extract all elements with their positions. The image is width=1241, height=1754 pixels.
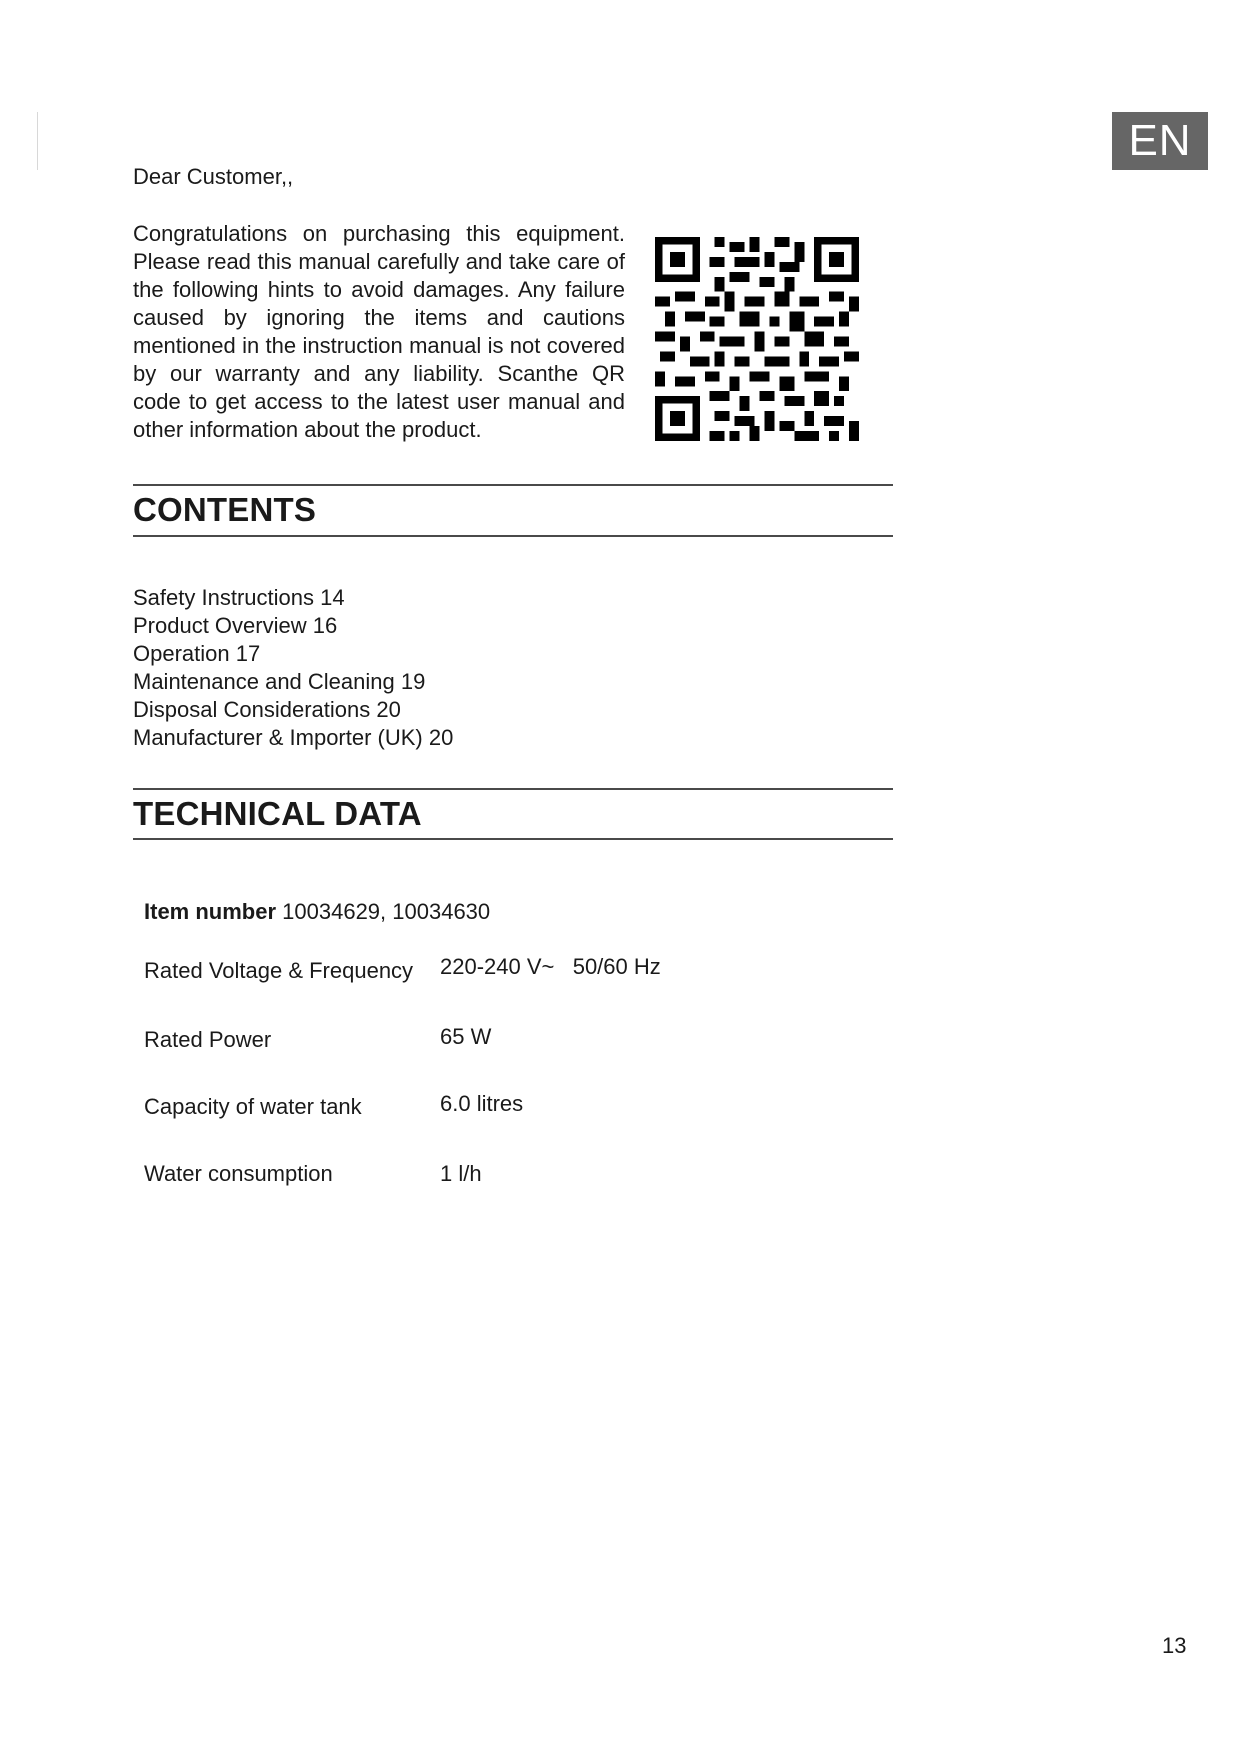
spec-value-power: 65 W <box>440 1024 492 1049</box>
contents-item[interactable]: Maintenance and Cleaning 19 <box>133 669 426 694</box>
qr-code-icon[interactable] <box>655 237 859 441</box>
language-badge: EN <box>1112 112 1208 170</box>
contents-item[interactable]: Safety Instructions 14 <box>133 585 345 610</box>
item-number-label: Item number <box>144 899 277 924</box>
spec-label-power: Rated Power <box>144 1027 272 1052</box>
item-number <box>144 899 490 925</box>
contents-bottom-rule <box>133 535 893 537</box>
contents-item[interactable]: Manufacturer & Importer (UK) 20 <box>133 725 454 750</box>
intro-paragraph: Congratulations on purchasing this equipment. Please read this manual carefully and take care of the following hints to avoid damages. Any failure caused by ignoring the items and cautions mentioned in the instruction manual is not covered by our warranty and any liability. Scanthe QR code to get access to the latest user manual and other information about the product. <box>133 221 625 442</box>
page-number: 13 <box>1162 1633 1187 1658</box>
contents-item[interactable]: Disposal Considerations 20 <box>133 697 401 722</box>
contents-heading: CONTENTS <box>133 491 317 528</box>
contents-item[interactable]: Product Overview 16 <box>133 613 338 638</box>
contents-top-rule <box>133 484 893 486</box>
margin-mark <box>37 112 38 170</box>
spec-label-tank: Capacity of water tank <box>144 1094 362 1119</box>
contents-list <box>133 584 453 752</box>
spec-label-water: Water consumption <box>144 1161 333 1186</box>
contents-item[interactable]: Operation 17 <box>133 641 261 666</box>
spec-label-voltage: Rated Voltage & Frequency <box>144 958 414 983</box>
spec-value-water: 1 l/h <box>440 1161 482 1186</box>
spec-value-tank: 6.0 litres <box>440 1091 524 1116</box>
technical-bottom-rule <box>133 838 893 840</box>
technical-data-heading: TECHNICAL DATA <box>133 795 422 832</box>
item-number-value: 10034629, 10034630 <box>282 899 491 924</box>
greeting: Dear Customer,, <box>133 164 294 189</box>
technical-top-rule <box>133 788 893 790</box>
spec-value-voltage: 220-240 V~ 50/60 Hz <box>440 954 661 979</box>
